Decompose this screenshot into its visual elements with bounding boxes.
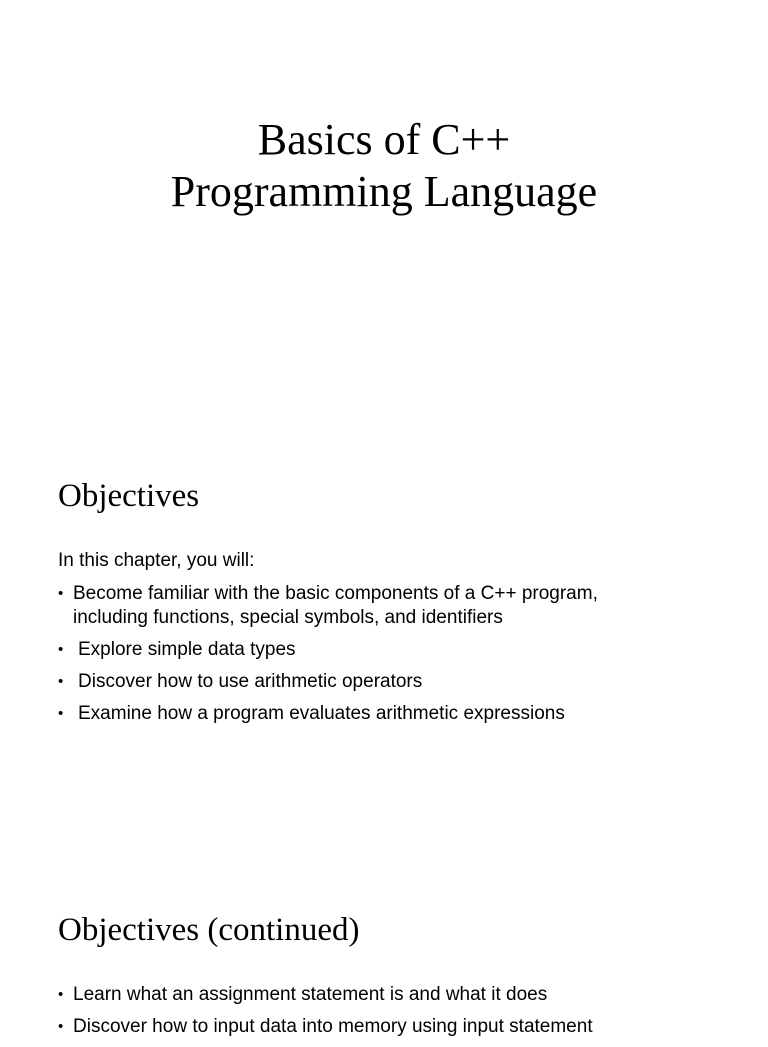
- list-item-text: [73, 582, 658, 630]
- list-item-text: Learn what an assignment statement is and what it does: [73, 984, 548, 1005]
- bullet-icon: •: [58, 1018, 64, 1035]
- list-item-text: Discover how to input data into memory using input statement: [73, 1016, 593, 1037]
- list-item: [58, 638, 658, 662]
- objectives-slide: [0, 432, 768, 864]
- list-item: [58, 582, 658, 630]
- main-title-line-1: Basics of C++: [257, 115, 511, 164]
- list-item: [58, 983, 658, 1007]
- objectives-list: [58, 582, 658, 726]
- list-item: [58, 670, 658, 694]
- objectives-intro: In this chapter, you will:: [58, 550, 255, 571]
- list-item-line: including functions, special symbols, and identifiers: [73, 607, 503, 628]
- list-item-line: Become familiar with the basic components of a C++ program,: [73, 583, 598, 604]
- bullet-icon: •: [58, 585, 64, 602]
- objectives-title: Objectives: [58, 478, 200, 514]
- bullet-icon: •: [58, 705, 64, 722]
- list-item-text: Discover how to use arithmetic operators: [78, 671, 423, 692]
- list-item: [58, 702, 658, 726]
- objectives-continued-list: [58, 983, 658, 1039]
- main-title-line-2: Programming Language: [170, 167, 598, 216]
- title-slide: [0, 0, 768, 432]
- objectives-body: [58, 549, 658, 734]
- main-title: [0, 114, 768, 218]
- bullet-icon: •: [58, 673, 64, 690]
- list-item-text: Explore simple data types: [78, 639, 296, 660]
- objectives-continued-slide: [0, 864, 768, 1037]
- objectives-continued-body: [58, 983, 658, 1047]
- bullet-icon: •: [58, 641, 64, 658]
- bullet-icon: •: [58, 986, 64, 1003]
- list-item-text: Examine how a program evaluates arithmetic expressions: [78, 703, 565, 724]
- objectives-continued-title: Objectives (continued): [58, 912, 360, 948]
- list-item: [58, 1015, 658, 1039]
